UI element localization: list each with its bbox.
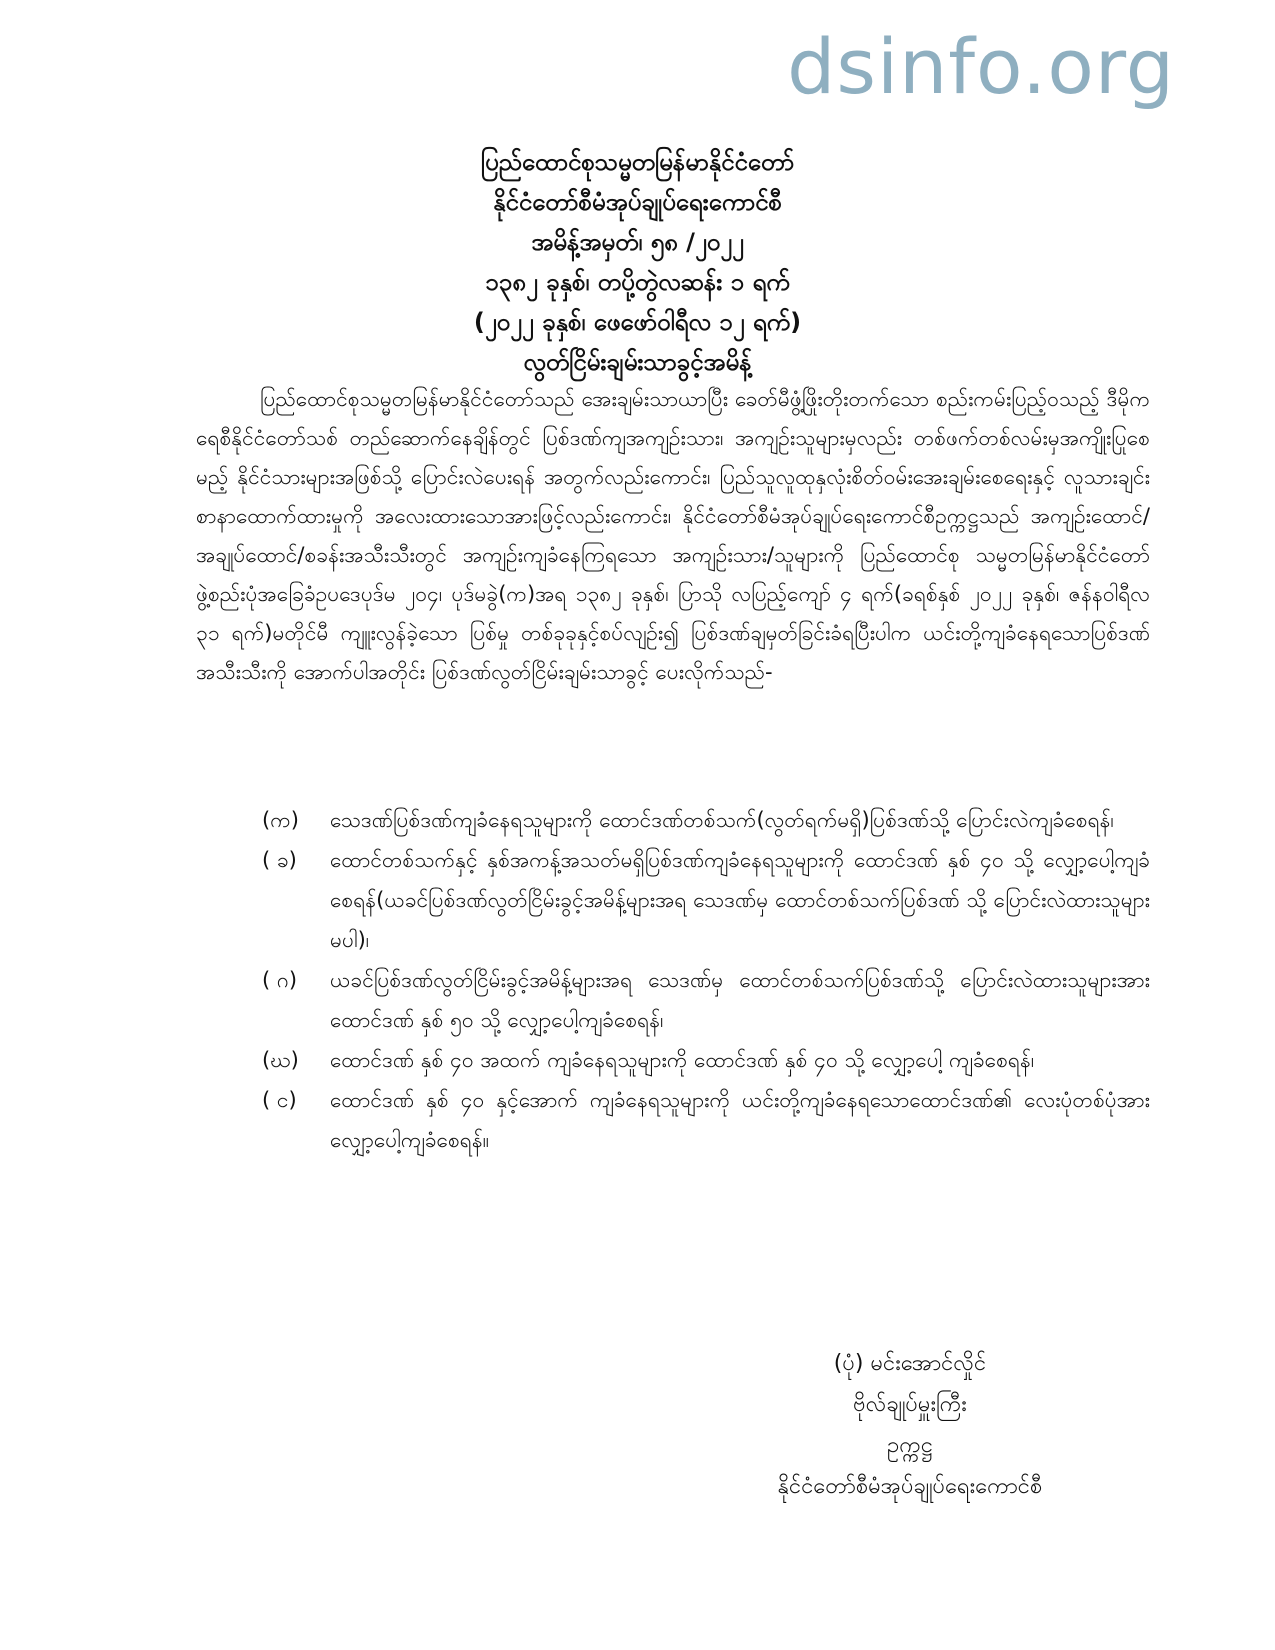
signatory-name: (ပုံ) မင်းအောင်လှိုင် [833,1351,987,1376]
list-item-text: ထောင်ဒဏ် နှစ် ၄၀ နှင့်အောက် ကျခံနေရသူများကို ယင်းတို့ကျခံနေရသောထောင်ဒဏ်၏ လေးပုံတစ်ပုံအား လျှော့ပေါ့ကျခံစေရန်။ [330,1088,1150,1152]
country-name: ပြည်ထောင်စုသမ္မတမြန်မာနိုင်ငံတော် [480,148,795,176]
list-item-text: ထောင်ဒဏ် နှစ် ၄၀ အထက် ကျခံနေရသူများကို ထောင်ဒဏ် နှစ် ၄၀ သို့ လျှော့ပေါ့ ကျခံစေရန်၊ [330,1048,1035,1072]
myanmar-date: ၁၃၈၂ ခုနှစ်၊ တပို့တွဲလဆန်း ၁ ရက် [485,268,790,296]
order-number: အမိန့်အမှတ်၊ ၅၈ /၂၀၂၂ [531,228,744,256]
list-item-marker: ( ခ) [262,848,297,872]
watermark-text: dsinfo.org [787,22,1175,111]
body-paragraph: ပြည်ထောင်စုသမ္မတမြန်မာနိုင်ငံတော်သည် အေးချမ်းသာယာပြီး ခေတ်မီဖွံ့ဖြိုးတိုးတက်သော စည်းကမ်းပြည့်ဝသည့် ဒီမိုကရေစီနိုင်ငံတော်သစ် တည်ဆောက်နေချိန်တွင် ပြစ်ဒဏ်ကျအကျဉ်းသား၊ အကျဉ်းသူများမှလည်း တစ်ဖက်တစ်လမ်းမှအကျိုးပြုစေမည့် နိုင်ငံသားများအဖြစ်သို့ ပြောင်းလဲပေးရန် အတွက်လည်းကောင်း၊ ပြည်သူလူထုနှလုံးစိတ်ဝမ်းအေးချမ်းစေရေးနှင့် လူသားချင်းစာနာထောက်ထားမှုကို အလေးထားသောအားဖြင့်လည်းကောင်း၊ နိုင်ငံတော်စီမံအုပ်ချုပ်ရေးကောင်စီဥက္ကဋ္ဌသည် အကျဉ်းထောင်/ အချုပ်ထောင်/စခန်းအသီးသီးတွင် အကျဉ်းကျခံနေကြရသော အကျဉ်းသား/သူများကို ပြည်ထောင်စု သမ္မတမြန်မာနိုင်ငံတော် ဖွဲ့စည်းပုံအခြေခံဥပဒေပုဒ်မ ၂၀၄၊ ပုဒ်မခွဲ(က)အရ ၁၃၈၂ ခုနှစ်၊ ပြာသို လပြည့်ကျော် ၄ ရက်(ခရစ်နှစ် ၂၀၂၂ ခုနှစ်၊ ဇန်နဝါရီလ ၃၁ ရက်)မတိုင်မီ ကျူးလွန်ခဲ့သော ပြစ်မှု တစ်ခုခုနှင့်စပ်လျဉ်း၍ ပြစ်ဒဏ်ချမှတ်ခြင်းခံရပြီးပါက ယင်းတို့ကျခံနေရသောပြစ်ဒဏ် အသီးသီးကို အောက်ပါအတိုင်း ပြစ်ဒဏ်လွတ်ငြိမ်းချမ်းသာခွင့် ပေးလိုက်သည်- [196,387,1150,684]
list-item [262,1040,1150,1080]
signatory-council: နိုင်ငံတော်စီမံအုပ်ချုပ်ရေးကောင်စီ [777,1474,1043,1499]
order-title: လွတ်ငြိမ်းချမ်းသာခွင့်အမိန့် [523,348,752,376]
list-item [262,960,1150,1040]
list-item-text: သေဒဏ်ပြစ်ဒဏ်ကျခံနေရသူများကို ထောင်ဒဏ်တစ်သက်(လွတ်ရက်မရှိ)ပြစ်ဒဏ်သို့ ပြောင်းလဲကျခံစေရန်၊ [330,808,1114,832]
signatory-rank: ဗိုလ်ချုပ်မှူးကြီး [853,1392,967,1417]
list-item [262,1080,1150,1160]
list-item-text: ထောင်တစ်သက်နှင့် နှစ်အကန့်အသတ်မရှိပြစ်ဒဏ်ကျခံနေရသူများကို ထောင်ဒဏ် နှစ် ၄၀ သို့ လျှော့ပေါ့ကျခံ စေရန်(ယခင်ပြစ်ဒဏ်လွတ်ငြိမ်းခွင့်အမိန့်များအရ သေဒဏ်မှ ထောင်တစ်သက်ပြစ်ဒဏ် သို့ ပြောင်းလဲထားသူများ မပါ)၊ [330,848,1150,952]
document-body [196,380,1150,692]
list-item-marker: ( ဂ) [262,968,298,992]
list-item-marker: (ဃ) [262,1048,299,1072]
signatory-title: ဥက္ကဋ္ဌ [887,1433,933,1458]
list-item-marker: (က) [262,808,299,832]
list-item-marker: ( င) [262,1088,297,1112]
council-name: နိုင်ငံတော်စီမံအုပ်ချုပ်ရေးကောင်စီ [493,188,782,216]
list-item-text: ယခင်ပြစ်ဒဏ်လွတ်ငြိမ်းခွင့်အမိန့်များအရ သေဒဏ်မှ ထောင်တစ်သက်ပြစ်ဒဏ်သို့ ပြောင်းလဲထားသူများအား ထောင်ဒဏ် နှစ် ၅၀ သို့ လျှော့ပေါ့ကျခံစေရန်၊ [330,968,1150,1032]
amnesty-items-list [262,800,1150,1160]
list-item [262,840,1150,960]
document-header [0,142,1275,382]
gregorian-date: (၂၀၂၂ ခုနှစ်၊ ဖေဖော်ဝါရီလ ၁၂ ရက်) [473,308,802,336]
list-item [262,800,1150,840]
signature-block [700,1343,1120,1507]
